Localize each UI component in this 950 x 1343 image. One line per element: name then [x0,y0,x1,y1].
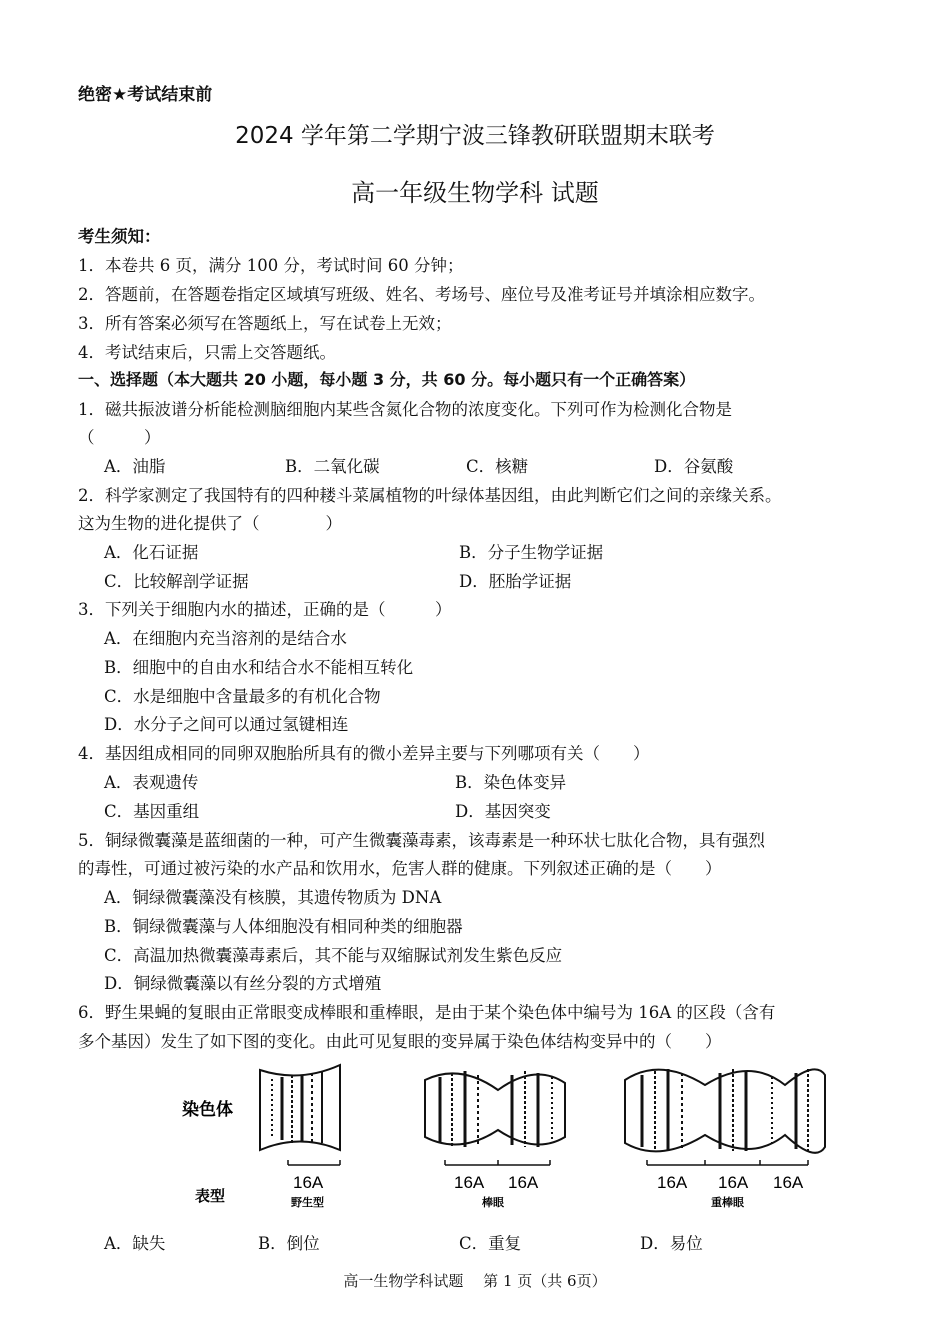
option-a: A．在细胞内充当溶剂的是结合水 [104,629,347,648]
option-b: B．二氧化碳 [285,457,380,476]
option-c: C．基因重组 [104,802,200,821]
option-c: C．核糖 [466,457,529,476]
option-a: A．油脂 [104,457,166,476]
segment-bracket-double-bar-eye [647,1160,808,1165]
question-stem: 6．野生果蝇的复眼由正常眼变成棒眼和重棒眼，是由于某个染色体中编号为 16A 的区段（含有 [78,1003,776,1022]
question-stem: 2．科学家测定了我国特有的四种耧斗菜属植物的叶绿体基因组，由此判断它们之间的亲缘关系。 [78,486,782,505]
option-b: B．染色体变异 [455,773,567,792]
option-b: B．细胞中的自由水和结合水不能相互转化 [104,658,414,677]
question-stem: 这为生物的进化提供了（ ） [78,514,342,533]
notice-item: 1．本卷共 6 页，满分 100 分，考试时间 60 分钟； [78,256,464,275]
option-c: C．高温加热微囊藻毒素后，其不能与双缩脲试剂发生紫色反应 [104,946,563,965]
question-stem: 多个基因）发生了如下图的变化。由此可见复眼的变异属于染色体结构变异中的（ ） [78,1032,722,1051]
phenotype-wild-type: 野生型 [291,1197,324,1209]
segment-bracket-bar-eye [445,1160,550,1165]
segment-label: 16A [508,1173,539,1192]
chromosome-wild-type [260,1065,340,1150]
section-heading: 一、选择题（本大题共 20 小题，每小题 3 分，共 60 分。每小题只有一个正确答案） [78,370,696,389]
notice-item: 4．考试结束后，只需上交答题纸。 [78,343,336,362]
option-d: D．易位 [640,1234,703,1253]
question-stem: 5．铜绿微囊藻是蓝细菌的一种，可产生微囊藻毒素，该毒素是一种环状七肽化合物，具有强烈 [78,831,765,850]
question-stem: （ ） [78,428,161,447]
segment-label: 16A [293,1173,324,1192]
option-d: D．基因突变 [455,802,551,821]
segment-label: 16A [718,1173,749,1192]
option-a: A．表观遗传 [104,773,199,792]
notice-item: 3．所有答案必须写在答题纸上，写在试卷上无效； [78,314,452,333]
question-stem: 的毒性，可通过被污染的水产品和饮用水，危害人群的健康。下列叙述正确的是（ ） [78,859,722,878]
option-a: A．化石证据 [104,543,199,562]
segment-label: 16A [454,1173,485,1192]
option-d: D．水分子之间可以通过氢键相连 [104,715,349,734]
notice-heading: 考生须知： [78,227,161,246]
option-d: D．谷氨酸 [654,457,734,476]
option-b: B．倒位 [258,1234,320,1253]
notice-item: 2．答题前，在答题卷指定区域填写班级、姓名、考场号、座位号及准考证号并填涂相应数字。 [78,285,765,304]
option-d: D．胚胎学证据 [459,572,572,591]
segment-bracket-wild-type [288,1160,340,1165]
figure-row-label-chromosome: 染色体 [182,1100,233,1119]
exam-title: 2024 学年第二学期宁波三锋教研联盟期末联考 [235,123,715,149]
option-c: C．水是细胞中含量最多的有机化合物 [104,687,381,706]
option-a: A．缺失 [104,1234,166,1253]
chromosome-bar-eye [425,1071,565,1147]
option-b: B．铜绿微囊藻与人体细胞没有相同种类的细胞器 [104,917,463,936]
secret-label: 绝密★考试结束前 [78,85,213,105]
question-stem: 4．基因组成相同的同卵双胞胎所具有的微小差异主要与下列哪项有关（ ） [78,744,650,763]
segment-label: 16A [657,1173,688,1192]
option-d: D．铜绿微囊藻以有丝分裂的方式增殖 [104,974,382,993]
option-c: C．比较解剖学证据 [104,572,249,591]
option-b: B．分子生物学证据 [459,543,604,562]
figure-row-label-phenotype: 表型 [195,1188,226,1205]
exam-subtitle: 高一年级生物学科 试题 [351,179,599,207]
phenotype-bar-eye: 棒眼 [482,1197,504,1209]
page-footer: 高一生物学科试题 第 1 页（共 6页） [343,1272,607,1290]
chromosome-double-bar-eye [625,1069,825,1153]
chromosome-figure [160,1055,830,1220]
question-stem: 1．磁共振波谱分析能检测脑细胞内某些含氮化合物的浓度变化。下列可作为检测化合物是 [78,400,732,419]
option-c: C．重复 [459,1234,522,1253]
phenotype-double-bar-eye: 重棒眼 [711,1197,744,1209]
segment-label: 16A [773,1173,804,1192]
question-stem: 3．下列关于细胞内水的描述，正确的是（ ） [78,600,452,619]
option-a: A．铜绿微囊藻没有核膜，其遗传物质为 DNA [104,888,442,907]
